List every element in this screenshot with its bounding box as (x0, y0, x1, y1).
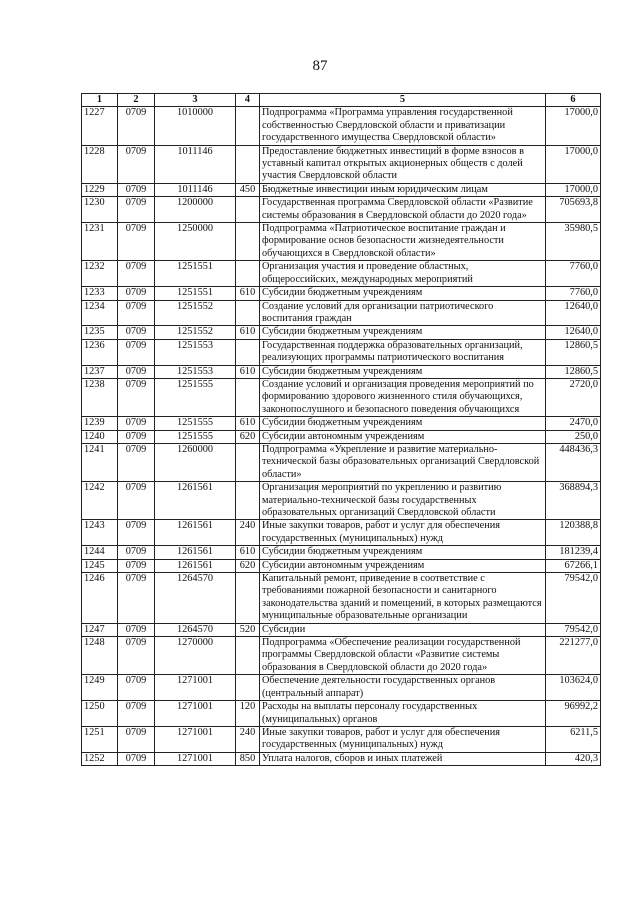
target-code-cell: 1271001 (155, 752, 236, 765)
name-cell: Субсидии бюджетным учреждениям (260, 365, 546, 378)
amount-cell: 96992,2 (546, 701, 601, 727)
table-row (82, 300, 601, 326)
table-row (82, 520, 601, 546)
table-row (82, 482, 601, 520)
amount-cell: 250,0 (546, 430, 601, 443)
amount-cell: 67266,1 (546, 559, 601, 572)
row-number-cell: 1239 (82, 417, 118, 430)
section-code-cell: 0709 (118, 107, 155, 145)
row-number-cell: 1247 (82, 623, 118, 636)
target-code-cell: 1011146 (155, 183, 236, 196)
expense-kind-cell: 520 (236, 623, 260, 636)
target-code-cell: 1261561 (155, 546, 236, 559)
section-code-cell: 0709 (118, 339, 155, 365)
name-cell: Субсидии автономным учреждениям (260, 430, 546, 443)
expense-kind-cell: 450 (236, 183, 260, 196)
expense-kind-cell: 850 (236, 752, 260, 765)
expense-kind-cell: 120 (236, 701, 260, 727)
target-code-cell: 1271001 (155, 726, 236, 752)
name-cell: Предоставление бюджетных инвестиций в форме взносов в уставный капитал открытых акционерных обществ с долей участия Свердловской области (260, 145, 546, 183)
expense-kind-cell (236, 637, 260, 675)
table-row (82, 339, 601, 365)
target-code-cell: 1271001 (155, 701, 236, 727)
section-code-cell: 0709 (118, 726, 155, 752)
amount-cell: 7760,0 (546, 261, 601, 287)
amount-cell: 79542,0 (546, 573, 601, 624)
target-code-cell: 1260000 (155, 443, 236, 481)
amount-cell: 17000,0 (546, 145, 601, 183)
expense-kind-cell (236, 675, 260, 701)
name-cell: Субсидии бюджетным учреждениям (260, 417, 546, 430)
row-number-cell: 1251 (82, 726, 118, 752)
row-number-cell: 1237 (82, 365, 118, 378)
section-code-cell: 0709 (118, 701, 155, 727)
section-code-cell: 0709 (118, 559, 155, 572)
name-cell: Субсидии (260, 623, 546, 636)
target-code-cell: 1251551 (155, 261, 236, 287)
amount-cell: 420,3 (546, 752, 601, 765)
table-row (82, 183, 601, 196)
expense-kind-cell (236, 107, 260, 145)
table-row (82, 752, 601, 765)
row-number-cell: 1232 (82, 261, 118, 287)
expense-kind-cell: 610 (236, 287, 260, 300)
target-code-cell: 1251555 (155, 417, 236, 430)
expense-kind-cell: 610 (236, 546, 260, 559)
section-code-cell: 0709 (118, 443, 155, 481)
table-row (82, 623, 601, 636)
row-number-cell: 1242 (82, 482, 118, 520)
amount-cell: 103624,0 (546, 675, 601, 701)
section-code-cell: 0709 (118, 573, 155, 624)
row-number-cell: 1231 (82, 223, 118, 261)
expense-kind-cell (236, 197, 260, 223)
table-row (82, 443, 601, 481)
section-code-cell: 0709 (118, 223, 155, 261)
row-number-cell: 1250 (82, 701, 118, 727)
name-cell: Государственная поддержка образовательных организаций, реализующих программы патриотического воспитания (260, 339, 546, 365)
name-cell: Субсидии бюджетным учреждениям (260, 326, 546, 339)
amount-cell: 12640,0 (546, 326, 601, 339)
expense-kind-cell: 610 (236, 417, 260, 430)
name-cell: Уплата налогов, сборов и иных платежей (260, 752, 546, 765)
row-number-cell: 1227 (82, 107, 118, 145)
table-row (82, 573, 601, 624)
amount-cell: 17000,0 (546, 107, 601, 145)
section-code-cell: 0709 (118, 365, 155, 378)
column-header-name: 5 (260, 94, 546, 107)
row-number-cell: 1241 (82, 443, 118, 481)
table-row (82, 546, 601, 559)
table-row (82, 417, 601, 430)
row-number-cell: 1236 (82, 339, 118, 365)
row-number-cell: 1249 (82, 675, 118, 701)
expense-kind-cell (236, 300, 260, 326)
table-row (82, 107, 601, 145)
target-code-cell: 1264570 (155, 623, 236, 636)
name-cell: Иные закупки товаров, работ и услуг для обеспечения государственных (муниципальных) нужд (260, 520, 546, 546)
name-cell: Подпрограмма «Укрепление и развитие материально-технической базы образовательных организаций Свердловской области» (260, 443, 546, 481)
row-number-cell: 1238 (82, 378, 118, 416)
expense-kind-cell (236, 482, 260, 520)
column-header-section: 2 (118, 94, 155, 107)
name-cell: Обеспечение деятельности государственных органов (центральный аппарат) (260, 675, 546, 701)
expense-kind-cell (236, 223, 260, 261)
section-code-cell: 0709 (118, 623, 155, 636)
amount-cell: 6211,5 (546, 726, 601, 752)
amount-cell: 7760,0 (546, 287, 601, 300)
amount-cell: 17000,0 (546, 183, 601, 196)
row-number-cell: 1244 (82, 546, 118, 559)
expense-kind-cell (236, 261, 260, 287)
amount-cell: 12860,5 (546, 339, 601, 365)
section-code-cell: 0709 (118, 482, 155, 520)
table-row (82, 145, 601, 183)
section-code-cell: 0709 (118, 417, 155, 430)
name-cell: Расходы на выплаты персоналу государственных (муниципальных) органов (260, 701, 546, 727)
target-code-cell: 1261561 (155, 559, 236, 572)
table-row (82, 287, 601, 300)
section-code-cell: 0709 (118, 300, 155, 326)
table-row (82, 559, 601, 572)
section-code-cell: 0709 (118, 752, 155, 765)
name-cell: Капитальный ремонт, приведение в соответствие с требованиями пожарной безопасности и санитарного законодательства зданий и помещений, в которых размещаются муниципальные образовательные организации (260, 573, 546, 624)
budget-table (81, 93, 601, 766)
table-row (82, 326, 601, 339)
target-code-cell: 1011146 (155, 145, 236, 183)
section-code-cell: 0709 (118, 261, 155, 287)
row-number-cell: 1228 (82, 145, 118, 183)
expense-kind-cell: 240 (236, 726, 260, 752)
target-code-cell: 1010000 (155, 107, 236, 145)
table-row (82, 637, 601, 675)
expense-kind-cell (236, 443, 260, 481)
expense-kind-cell: 610 (236, 365, 260, 378)
table-row (82, 726, 601, 752)
section-code-cell: 0709 (118, 430, 155, 443)
section-code-cell: 0709 (118, 145, 155, 183)
target-code-cell: 1264570 (155, 573, 236, 624)
expense-kind-cell (236, 378, 260, 416)
table-row (82, 378, 601, 416)
amount-cell: 705693,8 (546, 197, 601, 223)
table-body (82, 107, 601, 766)
amount-cell: 2720,0 (546, 378, 601, 416)
name-cell: Субсидии автономным учреждениям (260, 559, 546, 572)
section-code-cell: 0709 (118, 197, 155, 223)
name-cell: Иные закупки товаров, работ и услуг для обеспечения государственных (муниципальных) нужд (260, 726, 546, 752)
expense-kind-cell: 610 (236, 326, 260, 339)
amount-cell: 181239,4 (546, 546, 601, 559)
target-code-cell: 1251555 (155, 430, 236, 443)
row-number-cell: 1246 (82, 573, 118, 624)
target-code-cell: 1251552 (155, 326, 236, 339)
amount-cell: 2470,0 (546, 417, 601, 430)
target-code-cell: 1250000 (155, 223, 236, 261)
amount-cell: 12860,5 (546, 365, 601, 378)
expense-kind-cell: 240 (236, 520, 260, 546)
row-number-cell: 1233 (82, 287, 118, 300)
target-code-cell: 1261561 (155, 482, 236, 520)
table-row (82, 261, 601, 287)
name-cell: Бюджетные инвестиции иным юридическим лицам (260, 183, 546, 196)
table-header-row (82, 94, 601, 107)
target-code-cell: 1270000 (155, 637, 236, 675)
amount-cell: 120388,8 (546, 520, 601, 546)
name-cell: Подпрограмма «Обеспечение реализации государственной программы Свердловской области «Развитие системы образования в Свердловской области до 2020 года» (260, 637, 546, 675)
target-code-cell: 1251553 (155, 365, 236, 378)
name-cell: Создание условий для организации патриотического воспитания граждан (260, 300, 546, 326)
table-row (82, 675, 601, 701)
section-code-cell: 0709 (118, 520, 155, 546)
table-row (82, 197, 601, 223)
name-cell: Субсидии бюджетным учреждениям (260, 546, 546, 559)
expense-kind-cell: 620 (236, 559, 260, 572)
name-cell: Государственная программа Свердловской области «Развитие системы образования в Свердловской области до 2020 года» (260, 197, 546, 223)
expense-kind-cell (236, 573, 260, 624)
section-code-cell: 0709 (118, 378, 155, 416)
expense-kind-cell: 620 (236, 430, 260, 443)
name-cell: Субсидии бюджетным учреждениям (260, 287, 546, 300)
amount-cell: 448436,3 (546, 443, 601, 481)
column-header-row-number: 1 (82, 94, 118, 107)
row-number-cell: 1243 (82, 520, 118, 546)
amount-cell: 35980,5 (546, 223, 601, 261)
column-header-amount: 6 (546, 94, 601, 107)
section-code-cell: 0709 (118, 675, 155, 701)
row-number-cell: 1245 (82, 559, 118, 572)
row-number-cell: 1229 (82, 183, 118, 196)
section-code-cell: 0709 (118, 546, 155, 559)
name-cell: Создание условий и организация проведения мероприятий по формированию здорового жизненного стиля обучающихся, законопослушного и безопасного поведения обучающихся (260, 378, 546, 416)
name-cell: Организация участия и проведение областных, общероссийских, международных мероприятий (260, 261, 546, 287)
section-code-cell: 0709 (118, 637, 155, 675)
table-row (82, 365, 601, 378)
table-row (82, 223, 601, 261)
target-code-cell: 1251552 (155, 300, 236, 326)
expense-kind-cell (236, 339, 260, 365)
name-cell: Подпрограмма «Патриотическое воспитание граждан и формирование основ безопасности жизнедеятельности обучающихся в Свердловской области» (260, 223, 546, 261)
name-cell: Организация мероприятий по укреплению и развитию материально-технической базы государственных образовательных организаций Свердловской области (260, 482, 546, 520)
amount-cell: 221277,0 (546, 637, 601, 675)
amount-cell: 12640,0 (546, 300, 601, 326)
target-code-cell: 1271001 (155, 675, 236, 701)
target-code-cell: 1251555 (155, 378, 236, 416)
expense-kind-cell (236, 145, 260, 183)
column-header-expense-kind: 4 (236, 94, 260, 107)
target-code-cell: 1251551 (155, 287, 236, 300)
target-code-cell: 1251553 (155, 339, 236, 365)
name-cell: Подпрограмма «Программа управления государственной собственностью Свердловской области и приватизации государственного имущества Свердловской области» (260, 107, 546, 145)
row-number-cell: 1240 (82, 430, 118, 443)
page-number: 87 (312, 58, 328, 74)
row-number-cell: 1234 (82, 300, 118, 326)
section-code-cell: 0709 (118, 183, 155, 196)
target-code-cell: 1261561 (155, 520, 236, 546)
column-header-target-code: 3 (155, 94, 236, 107)
row-number-cell: 1230 (82, 197, 118, 223)
row-number-cell: 1252 (82, 752, 118, 765)
section-code-cell: 0709 (118, 287, 155, 300)
row-number-cell: 1235 (82, 326, 118, 339)
target-code-cell: 1200000 (155, 197, 236, 223)
table-row (82, 430, 601, 443)
row-number-cell: 1248 (82, 637, 118, 675)
table-row (82, 701, 601, 727)
amount-cell: 368894,3 (546, 482, 601, 520)
amount-cell: 79542,0 (546, 623, 601, 636)
section-code-cell: 0709 (118, 326, 155, 339)
